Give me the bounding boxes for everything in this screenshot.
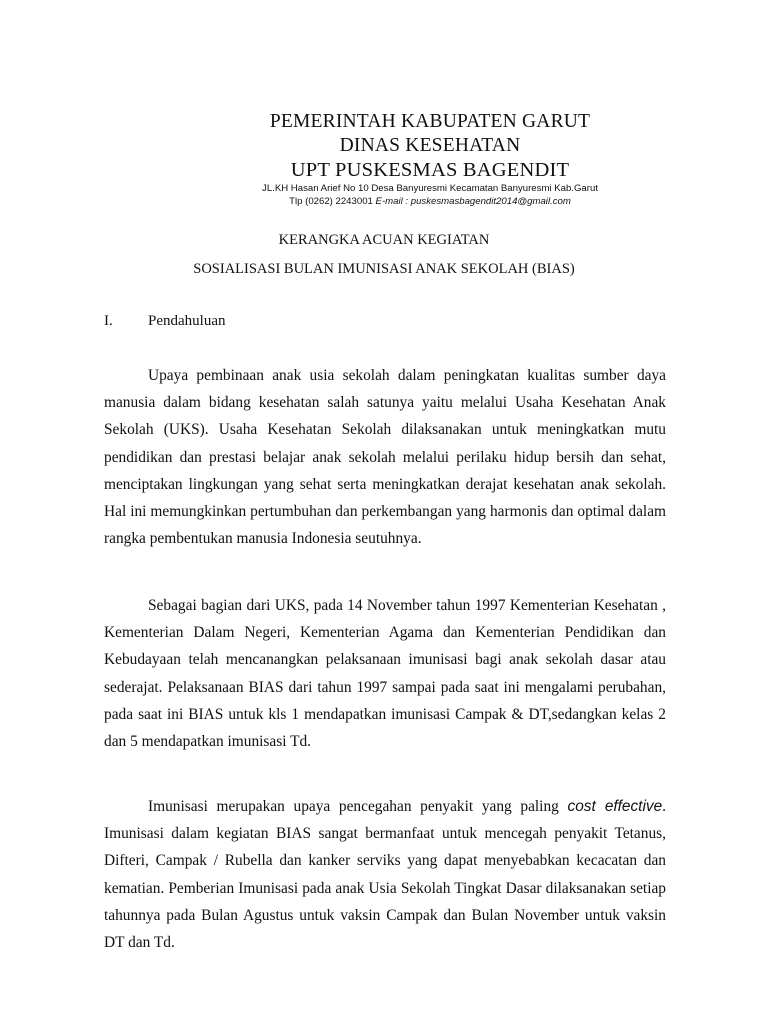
letterhead-email: puskesmasbagendit2014@gmail.com bbox=[410, 196, 571, 207]
paragraph-1: Upaya pembinaan anak usia sekolah dalam peningkatan kualitas sumber daya manusia dalam bidang kesehatan salah satunya yaitu melalui Usaha Kesehatan Anak Sekolah (UKS). Usaha Kesehatan Sekolah dilaksanakan untuk meningkatkan mutu pendidikan dan prestasi belajar anak sekolah melalui perilaku hidup bersih dan sehat, menciptakan lingkungan yang sehat serta meningkatkan derajat kesehatan anak sekolah. Hal ini memungkinkan pertumbuhan dan perkembangan yang harmonis dan optimal dalam rangka pembentukan manusia Indonesia seutuhnya. bbox=[104, 367, 666, 548]
letterhead bbox=[200, 110, 660, 208]
paragraph-3-end: . Imunisasi dalam kegiatan BIAS sangat bermanfaat untuk mencegah penyakit Tetanus, Difteri, Campak / Rubella dan kanker serviks yang dapat menyebabkan kecacatan dan kematian. Pemberian Imunisasi pada anak Usia Sekolah Tingkat Dasar dilaksanakan setiap tahunnya pada Bulan Agustus untuk vaksin Campak dan Bulan November untuk vaksin DT dan Td. bbox=[104, 798, 666, 952]
letterhead-government: PEMERINTAH KABUPATEN GARUT bbox=[269, 111, 591, 132]
paragraph-3 bbox=[104, 793, 666, 956]
paragraph-3-emphasis: cost effective bbox=[567, 798, 663, 815]
section-title: Pendahuluan bbox=[148, 313, 226, 329]
section-number: I. bbox=[104, 313, 113, 329]
letterhead-phone: Tlp (0262) 2243001 bbox=[289, 196, 373, 207]
letterhead-contact bbox=[200, 195, 660, 208]
document-subtitle: SOSIALISASI BULAN IMUNISASI ANAK SEKOLAH (BIAS) bbox=[193, 261, 575, 277]
paragraph-2: Sebagai bagian dari UKS, pada 14 November tahun 1997 Kementerian Kesehatan , Kementerian Dalam Negeri, Kementerian Agama dan Kementerian Pendidikan dan Kebudayaan telah mencanangkan pelaksanaan imunisasi bagi anak sekolah dasar atau sederajat. Pelaksanaan BIAS dari tahun 1997 sampai pada saat ini mengalami perubahan, pada saat ini BIAS untuk kls 1 mendapatkan imunisasi Campak & DT,sedangkan kelas 2 dan 5 mendapatkan imunisasi Td. bbox=[104, 597, 666, 751]
letterhead-unit: UPT PUSKESMAS BAGENDIT bbox=[290, 159, 570, 181]
document-title: KERANGKA ACUAN KEGIATAN bbox=[278, 232, 490, 248]
letterhead-email-label: E-mail : bbox=[375, 196, 409, 207]
letterhead-address: JL.KH Hasan Arief No 10 Desa Banyuresmi Kecamatan Banyuresmi Kab.Garut bbox=[262, 183, 598, 194]
paragraph-3-start: Imunisasi merupakan upaya pencegahan penyakit yang paling bbox=[148, 798, 559, 815]
letterhead-agency: DINAS KESEHATAN bbox=[339, 135, 521, 156]
section-heading bbox=[104, 313, 225, 330]
